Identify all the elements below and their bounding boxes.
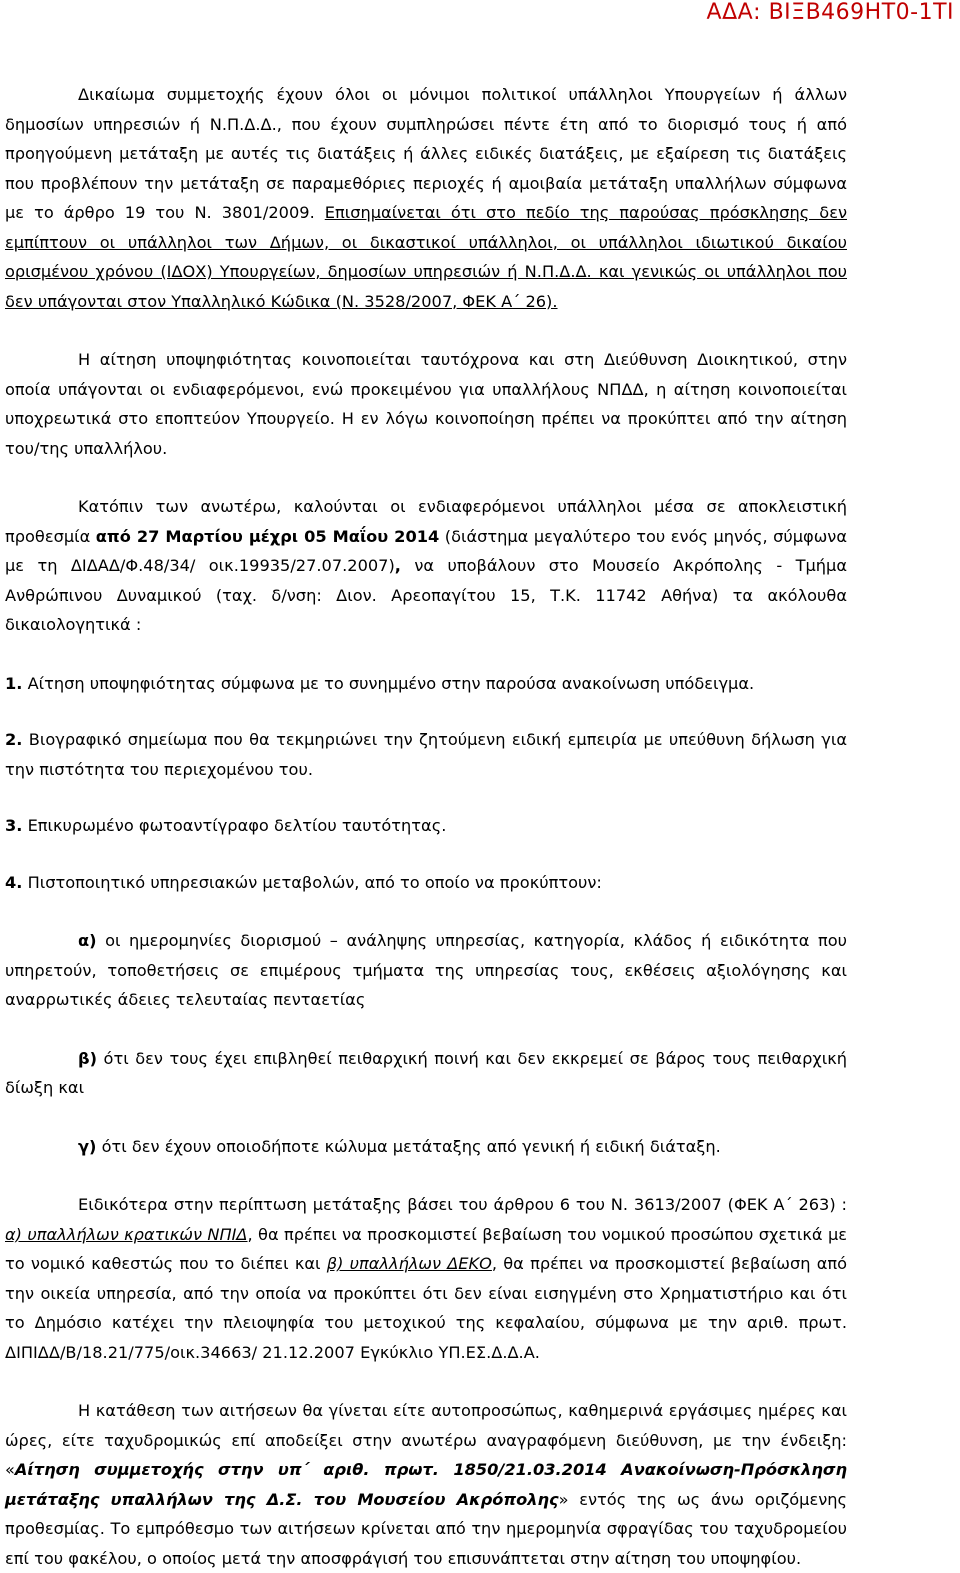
sub-item-a: α) οι ημερομηνίες διορισμού – ανάληψης υπηρεσίας, κατηγορία, κλάδος ή ειδικότητα που υπηρετούν, τοποθετήσεις σε επιμέρους τμήματα της υπηρεσίας τους, εκθέσεις αξιολόγησης και αναρρωτικές άδειες τελευταίας πενταετίας	[5, 931, 847, 1009]
paragraph-eligibility	[5, 80, 847, 316]
paragraph-deadline: Κατόπιν των ανωτέρω, καλούνται οι ενδιαφερόμενοι υπάλληλοι μέσα σε αποκλειστική προθεσμία από 27 Μαρτίου μέχρι 05 Μαΐου 2014 (διάστημα μεγαλύτερο του ενός μηνός, σύμφωνα με τη ΔΙΔΑΔ/Φ.48/34/ οικ.19935/27.07.2007), να υποβάλουν στο Μουσείο Ακρόπολης - Τμήμα Ανθρώπινου Δυναμικού (ταχ. δ/νση: Διον. Αρεοπαγίτου 15, Τ.Κ. 11742 Αθήνα) τα ακόλουθα δικαιολογητικά :	[5, 497, 847, 634]
submission-subject: Αίτηση συμμετοχής στην υπ΄ αριθ. πρωτ. 1850/21.03.2014 Ανακοίνωση-Πρόσκληση μετάταξης υπαλλήλων της Δ.Σ. του Μουσείου Ακρόπολης	[5, 1460, 847, 1509]
list-item-4: 4. Πιστοποιητικό υπηρεσιακών μεταβολών, από το οποίο να προκύπτουν:	[5, 872, 602, 892]
exclusions-text: Επισημαίνεται ότι στο πεδίο της παρούσας πρόσκλησης δεν εμπίπτουν οι υπάλληλοι των Δήμων, οι δικαστικοί υπάλληλοι, οι υπάλληλοι ιδιωτικού δικαίου ορισμένου χρόνου (ΙΔΟΧ) Υπουργείων, δημοσίων υπηρεσιών ή Ν.Π.Δ.Δ. και γενικώς οι υπάλληλοι που δεν υπάγονται στον Υπαλληλικό Κώδικα (Ν. 3528/2007, ΦΕΚ Α΄ 26).	[5, 203, 847, 311]
sub-item-b: β) ότι δεν τους έχει επιβληθεί πειθαρχική ποινή και δεν εκκρεμεί σε βάρος τους πειθαρχική δίωξη και	[5, 1048, 847, 1097]
list-item-2: 2. Βιογραφικό σημείωμα που θα τεκμηριώνει την ζητούμενη ειδική εμπειρία με υπεύθυνη δήλωση για την πιστότητα του περιεχομένου του.	[5, 730, 847, 779]
list-item-1: 1. Αίτηση υποψηφιότητας σύμφωνα με το συνημμένο στην παρούσα ανακοίνωση υπόδειγμα.	[5, 673, 755, 693]
paragraph-submission: Η κατάθεση των αιτήσεων θα γίνεται είτε αυτοπροσώπως, καθημερινά εργάσιμες ημέρες και ώρες, είτε ταχυδρομικώς επί αποδείξει στην ανωτέρω αναγραφόμενη διεύθυνση, με την ένδειξη: «Αίτηση συμμετοχής στην υπ΄ αριθ. πρωτ. 1850/21.03.2014 Ανακοίνωση-Πρόσκληση μετάταξης υπαλλήλων της Δ.Σ. του Μουσείου Ακρόπολης» εντός της ως άνω οριζόμενης προθεσμίας. Το εμπρόθεσμο των αιτήσεων κρίνεται από την ημερομηνία σφραγίδας του ταχυδρομείου επί του φακέλου, ο οποίος μετά την αποσφράγισή του επισυνάπτεται στην αίτηση του υποψηφίου.	[5, 1401, 847, 1568]
list-item-3: 3. Επικυρωμένο φωτοαντίγραφο δελτίου ταυτότητας.	[5, 816, 447, 835]
deadline-dates: από 27 Μαρτίου μέχρι 05 Μαΐου 2014	[95, 526, 440, 546]
document-body	[5, 80, 847, 1573]
paragraph-notification: Η αίτηση υποψηφιότητας κοινοποιείται ταυτόχρονα και στη Διεύθυνση Διοικητικού, στην οποία υπάγονται οι ενδιαφερόμενοι, ενώ προκειμένου για υπαλλήλους ΝΠΔΔ, η αίτηση κοινοποιείται υποχρεωτικά στο εποπτεύον Υπουργείο. Η εν λόγω κοινοποίηση πρέπει να προκύπτει από την αίτηση του/της υπαλλήλου.	[5, 350, 847, 458]
paragraph-special-cases: Ειδικότερα στην περίπτωση μετάταξης βάσει του άρθρου 6 του Ν. 3613/2007 (ΦΕΚ Α΄ 263) : α) υπαλλήλων κρατικών ΝΠΙΔ, θα πρέπει να προσκομιστεί βεβαίωση του νομικού προσώπου σχετικά με το νομικό καθεστώς που το διέπει και β) υπαλλήλων ΔΕΚΟ, θα πρέπει να προσκομιστεί βεβαίωση από την οικεία υπηρεσία, από την οποία να προκύπτει ότι δεν είναι εισηγμένη στο Χρηματιστήριο και ότι το Δημόσιο κατέχει την πλειοψηφία του μετοχικού της κεφαλαίου, σύμφωνα με την αριθ. πρωτ. ΔΙΠΙΔΔ/Β/18.21/775/οικ.34663/ 21.12.2007 Εγκύκλιο ΥΠ.ΕΣ.Δ.Δ.Α.	[5, 1195, 848, 1362]
eligibility-text: Δικαίωμα συμμετοχής έχουν όλοι οι μόνιμοι πολιτικοί υπάλληλοι Υπουργείων ή άλλων δημοσίων υπηρεσιών ή Ν.Π.Δ.Δ., που έχουν συμπληρώσει πέντε έτη από το διορισμό τους ή από προηγούμενη μετάταξη με αυτές τις διατάξεις ή άλλες ειδικές διατάξεις, με εξαίρεση τις διατάξεις που προβλέπουν την μετάταξη σε παραμεθόριες περιοχές ή αμοιβαία μετάταξη υπαλλήλων σύμφωνα με το άρθρο 19 του Ν. 3801/2009.	[5, 85, 847, 222]
ada-code: ΑΔΑ: ΒΙΞΒ469ΗΤ0-1ΤΙ	[706, 0, 954, 25]
sub-item-c: γ) ότι δεν έχουν οποιοδήποτε κώλυμα μετάταξης από γενική ή ειδική διάταξη.	[78, 1136, 721, 1156]
